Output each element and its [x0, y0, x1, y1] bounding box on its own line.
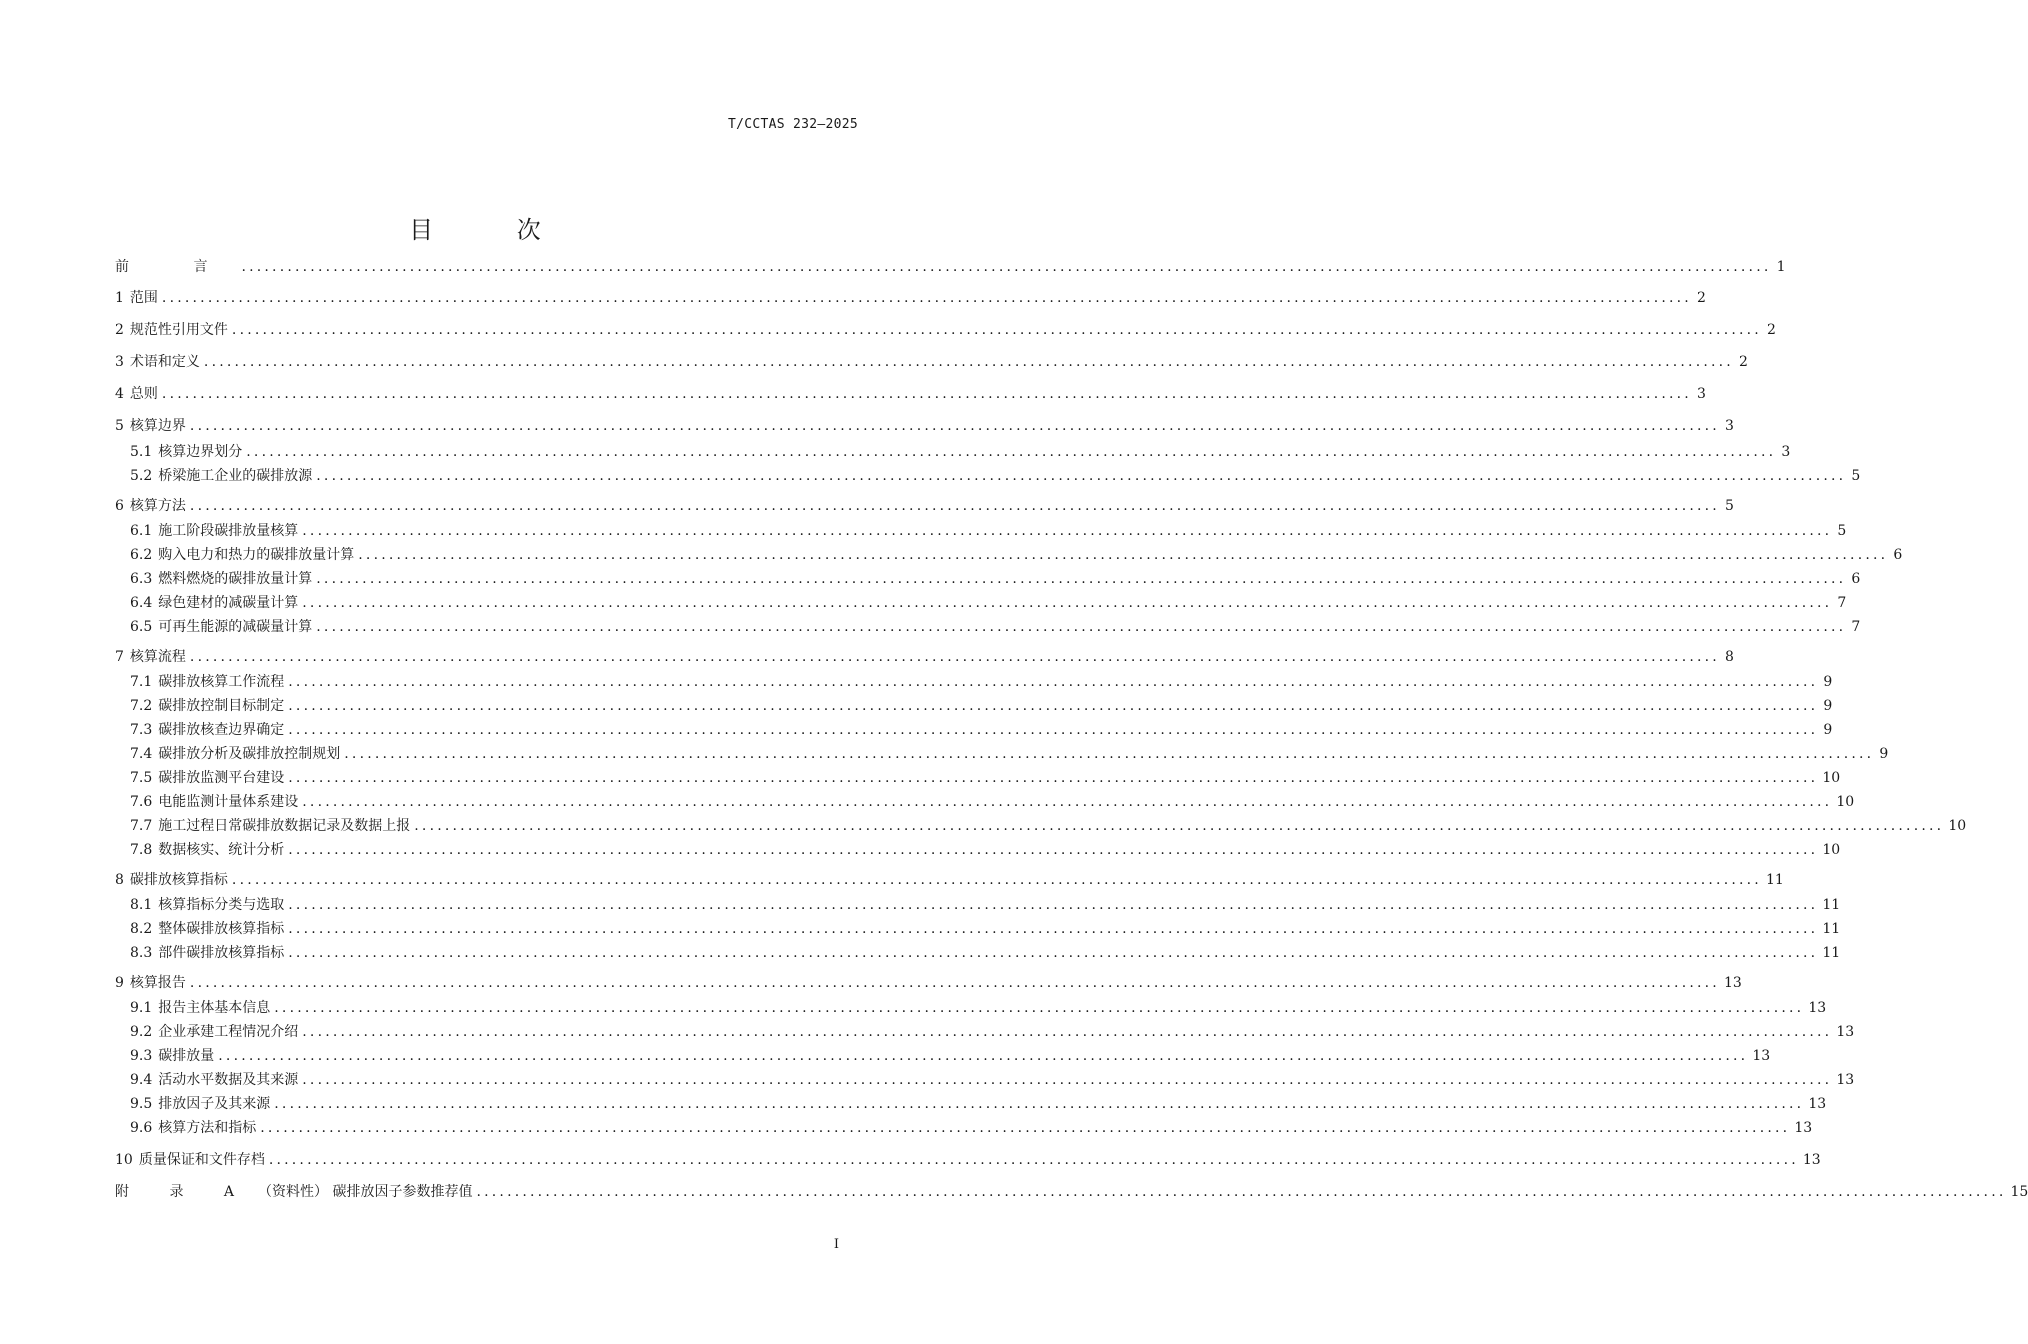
toc-leader-dots: ........................................................................................................................................................................................................: [189, 498, 1720, 514]
toc-leader-dots: ........................................................................................................................................................................................................: [302, 794, 1833, 810]
toc-entry-number: 3: [115, 354, 124, 370]
toc-page-number: 13: [1802, 1152, 1821, 1168]
toc-entry-number: 6.5: [130, 619, 153, 635]
toc-subsection-entry[interactable]: [130, 792, 1855, 812]
toc-entry-title: 核算指标分类与选取: [158, 897, 285, 913]
toc-entry-title: 碳排放分析及碳排放控制规划: [158, 746, 341, 762]
toc-entry-title: 燃料燃烧的碳排放量计算: [158, 571, 313, 587]
toc-entry-number: 7.7: [130, 818, 153, 834]
toc-entry-title: 核算边界: [129, 418, 186, 434]
toc-entry-title: 范围: [129, 290, 158, 306]
toc-leader-dots: ........................................................................................................................................................................................................: [288, 770, 1819, 786]
toc-leader-dots: ........................................................................................................................................................................................................: [316, 571, 1847, 587]
toc-entry-title: 数据核实、统计分析: [158, 842, 285, 858]
toc-title: 目 次: [409, 216, 579, 244]
toc-leader-dots: ........................................................................................................................................................................................................: [302, 595, 1833, 611]
toc-page-number: 10: [1948, 818, 1967, 834]
toc-subsection-entry[interactable]: [130, 1070, 1855, 1090]
toc-section-entry[interactable]: [115, 288, 1706, 308]
toc-leader-dots: ........................................................................................................................................................................................................: [189, 649, 1720, 665]
toc-page-number: 6: [1851, 571, 1861, 587]
toc-entry-title: 核算方法和指标: [158, 1120, 257, 1136]
toc-entry-title: 碳排放核算工作流程: [158, 674, 285, 690]
toc-section-entry[interactable]: [115, 320, 1776, 340]
toc-leader-dots: ........................................................................................................................................................................................................: [302, 1024, 1833, 1040]
toc-entry-number: 4: [115, 386, 124, 402]
toc-subsection-entry[interactable]: [130, 442, 1791, 462]
toc-leader-dots: ........................................................................................................................................................................................................: [414, 818, 1945, 834]
toc-leader-dots: ........................................................................................................................................................................................................: [274, 1096, 1805, 1112]
toc-leader-dots: ........................................................................................................................................................................................................: [316, 468, 1847, 484]
toc-leader-dots: ........................................................................................................................................................................................................: [288, 842, 1819, 858]
toc-leader-dots: ........................................................................................................................................................................................................: [161, 290, 1692, 306]
toc-entry-title: 碳排放量: [158, 1048, 215, 1064]
toc-page-number: 9: [1823, 698, 1833, 714]
toc-subsection-entry[interactable]: [130, 466, 1861, 486]
toc-page-number: 10: [1822, 842, 1841, 858]
toc-page-number: 13: [1836, 1072, 1855, 1088]
toc-entry-number: 7.8: [130, 842, 153, 858]
toc-subsection-entry[interactable]: [130, 895, 1841, 915]
toc-entry-number: 8.3: [130, 945, 153, 961]
toc-page-number: 9: [1823, 674, 1833, 690]
toc-entry-title: 部件碳排放核算指标: [158, 945, 285, 961]
toc-subsection-entry[interactable]: [130, 545, 1903, 565]
toc-section-entry[interactable]: [115, 1182, 2028, 1202]
toc-entry-number: 9.5: [130, 1096, 153, 1112]
toc-section-entry[interactable]: [115, 496, 1734, 516]
toc-leader-dots: ........................................................................................................................................................................................................: [161, 386, 1692, 402]
toc-subsection-entry[interactable]: [130, 593, 1847, 613]
toc-leader-dots: ........................................................................................................................................................................................................: [203, 354, 1734, 370]
toc-entry-number: 8.2: [130, 921, 153, 937]
toc-entry-title: 核算报告: [129, 975, 186, 991]
toc-page-number: 6: [1893, 547, 1903, 563]
toc-page-number: 13: [1723, 975, 1742, 991]
footer-page-number: I: [833, 1237, 839, 1252]
toc-entry-number: 6: [115, 498, 124, 514]
toc-subsection-entry[interactable]: [130, 1046, 1771, 1066]
toc-page-number: 9: [1879, 746, 1889, 762]
toc-leader-dots: ........................................................................................................................................................................................................: [288, 921, 1819, 937]
toc-section-entry[interactable]: [115, 257, 1786, 277]
toc-leader-dots: ........................................................................................................................................................................................................: [241, 259, 1772, 275]
toc-page-number: 10: [1836, 794, 1855, 810]
toc-leader-dots: ........................................................................................................................................................................................................: [302, 523, 1833, 539]
toc-entry-title: 核算方法: [129, 498, 186, 514]
toc-page-number: 11: [1765, 872, 1784, 888]
toc-entry-number: 7: [115, 649, 124, 665]
toc-entry-title: 前 言: [115, 259, 238, 275]
toc-entry-number: 7.6: [130, 794, 153, 810]
toc-leader-dots: ........................................................................................................................................................................................................: [268, 1152, 1799, 1168]
toc-entry-number: 9: [115, 975, 124, 991]
toc-section-entry[interactable]: [115, 647, 1734, 667]
toc-leader-dots: ........................................................................................................................................................................................................: [189, 975, 1720, 991]
toc-entry-title: 桥梁施工企业的碳排放源: [158, 468, 313, 484]
toc-entry-title: 核算边界划分: [158, 444, 243, 460]
toc-entry-title: 绿色建材的减碳量计算: [158, 595, 299, 611]
standard-code: T/CCTAS 232—2025: [727, 117, 858, 132]
toc-entry-title: 总则: [129, 386, 158, 402]
toc-leader-dots: ........................................................................................................................................................................................................: [288, 698, 1819, 714]
toc-subsection-entry[interactable]: [130, 1094, 1827, 1114]
toc-entry-number: 9.1: [130, 1000, 153, 1016]
toc-page-number: 8: [1725, 649, 1734, 665]
toc-page-number: 13: [1752, 1048, 1771, 1064]
toc-section-entry[interactable]: [115, 1150, 1821, 1170]
toc-entry-number: 9.4: [130, 1072, 153, 1088]
toc-entry-title: 质量保证和文件存档: [138, 1152, 265, 1168]
toc-subsection-entry[interactable]: [130, 569, 1861, 589]
toc-entry-title: 报告主体基本信息: [158, 1000, 271, 1016]
toc-leader-dots: ........................................................................................................................................................................................................: [316, 619, 1847, 635]
toc-leader-dots: ........................................................................................................................................................................................................: [476, 1184, 2007, 1200]
toc-page-number: 1: [1776, 259, 1786, 275]
toc-page-number: 11: [1822, 897, 1841, 913]
toc-leader-dots: ........................................................................................................................................................................................................: [288, 945, 1819, 961]
toc-section-entry[interactable]: [115, 870, 1784, 890]
toc-subsection-entry[interactable]: [130, 744, 1889, 764]
toc-entry-number: 6.1: [130, 523, 153, 539]
toc-entry-number: 6.4: [130, 595, 153, 611]
toc-entry-number: 8: [115, 872, 124, 888]
toc-page-number: 5: [1851, 468, 1861, 484]
toc-subsection-entry[interactable]: [130, 943, 1841, 963]
toc-section-entry[interactable]: [115, 973, 1742, 993]
toc-page-number: 5: [1725, 498, 1734, 514]
toc-page-number: 2: [1767, 322, 1776, 338]
toc-entry-number: 8.1: [130, 897, 153, 913]
toc-entry-number: 10: [115, 1152, 133, 1168]
toc-entry-title: 碳排放控制目标制定: [158, 698, 285, 714]
toc-subsection-entry[interactable]: [130, 617, 1861, 637]
toc-entry-title: 碳排放监测平台建设: [158, 770, 285, 786]
toc-subsection-entry[interactable]: [130, 840, 1841, 860]
toc-entry-number: 9.3: [130, 1048, 153, 1064]
toc-page-number: 3: [1781, 444, 1791, 460]
toc-page-number: 3: [1697, 386, 1706, 402]
toc-leader-dots: ........................................................................................................................................................................................................: [288, 897, 1819, 913]
toc-entry-title: 规范性引用文件: [129, 322, 228, 338]
toc-entry-title: 碳排放核查边界确定: [158, 722, 285, 738]
toc-entry-title: 企业承建工程情况介绍: [158, 1024, 299, 1040]
toc-leader-dots: ........................................................................................................................................................................................................: [218, 1048, 1749, 1064]
toc-entry-number: 9.6: [130, 1120, 153, 1136]
toc-leader-dots: ........................................................................................................................................................................................................: [231, 322, 1762, 338]
toc-subsection-entry[interactable]: [130, 1118, 1813, 1138]
toc-entry-number: 2: [115, 322, 124, 338]
toc-subsection-entry[interactable]: [130, 672, 1833, 692]
toc-leader-dots: ........................................................................................................................................................................................................: [344, 746, 1875, 762]
toc-page-number: 13: [1808, 1096, 1827, 1112]
toc-entry-number: 附 录 A: [115, 1184, 253, 1200]
toc-subsection-entry[interactable]: [130, 696, 1833, 716]
toc-entry-title: 术语和定义: [129, 354, 200, 370]
toc-subsection-entry[interactable]: [130, 816, 1967, 836]
toc-leader-dots: ........................................................................................................................................................................................................: [189, 418, 1720, 434]
toc-leader-dots: ........................................................................................................................................................................................................: [246, 444, 1777, 460]
toc-entry-title: （资料性） 碳排放因子参数推荐值: [258, 1184, 473, 1200]
toc-entry-title: 排放因子及其来源: [158, 1096, 271, 1112]
toc-page-number: 13: [1808, 1000, 1827, 1016]
toc-leader-dots: ........................................................................................................................................................................................................: [231, 872, 1762, 888]
toc-leader-dots: ........................................................................................................................................................................................................: [260, 1120, 1791, 1136]
toc-subsection-entry[interactable]: [130, 521, 1847, 541]
toc-page-number: 7: [1851, 619, 1861, 635]
toc-section-entry[interactable]: [115, 384, 1706, 404]
toc-section-entry[interactable]: [115, 416, 1734, 436]
toc-entry-title: 碳排放核算指标: [129, 872, 228, 888]
toc-entry-title: 整体碳排放核算指标: [158, 921, 285, 937]
toc-subsection-entry[interactable]: [130, 919, 1841, 939]
toc-entry-number: 7.4: [130, 746, 153, 762]
toc-entry-number: 7.5: [130, 770, 153, 786]
toc-leader-dots: ........................................................................................................................................................................................................: [358, 547, 1889, 563]
toc-entry-number: 5: [115, 418, 124, 434]
toc-entry-title: 核算流程: [129, 649, 186, 665]
toc-leader-dots: ........................................................................................................................................................................................................: [288, 674, 1819, 690]
toc-page-number: 13: [1794, 1120, 1813, 1136]
toc-page-number: 5: [1837, 523, 1847, 539]
toc-entry-title: 活动水平数据及其来源: [158, 1072, 299, 1088]
toc-page-number: 3: [1725, 418, 1734, 434]
toc-leader-dots: ........................................................................................................................................................................................................: [288, 722, 1819, 738]
toc-page-number: 2: [1739, 354, 1748, 370]
toc-entry-number: 6.2: [130, 547, 153, 563]
toc-page-number: 13: [1836, 1024, 1855, 1040]
toc-entry-title: 施工阶段碳排放量核算: [158, 523, 299, 539]
toc-entry-number: 1: [115, 290, 124, 306]
toc-page-number: 7: [1837, 595, 1847, 611]
toc-subsection-entry[interactable]: [130, 768, 1841, 788]
toc-section-entry[interactable]: [115, 352, 1748, 372]
toc-page-number: 11: [1822, 921, 1841, 937]
toc-entry-title: 施工过程日常碳排放数据记录及数据上报: [158, 818, 411, 834]
toc-entry-title: 可再生能源的减碳量计算: [158, 619, 313, 635]
toc-page-number: 10: [1822, 770, 1841, 786]
toc-entry-number: 6.3: [130, 571, 153, 587]
toc-leader-dots: ........................................................................................................................................................................................................: [274, 1000, 1805, 1016]
toc-page-number: 9: [1823, 722, 1833, 738]
toc-entry-number: 5.2: [130, 468, 153, 484]
toc-page-number: 15: [2010, 1184, 2028, 1200]
toc-entry-number: 7.1: [130, 674, 153, 690]
toc-page-number: 11: [1822, 945, 1841, 961]
toc-entry-number: 7.3: [130, 722, 153, 738]
toc-entry-number: 5.1: [130, 444, 153, 460]
toc-entry-number: 7.2: [130, 698, 153, 714]
toc-subsection-entry[interactable]: [130, 720, 1833, 740]
toc-entry-title: 电能监测计量体系建设: [158, 794, 299, 810]
toc-subsection-entry[interactable]: [130, 1022, 1855, 1042]
toc-entry-number: 9.2: [130, 1024, 153, 1040]
toc-entry-title: 购入电力和热力的碳排放量计算: [158, 547, 355, 563]
toc-leader-dots: ........................................................................................................................................................................................................: [302, 1072, 1833, 1088]
toc-subsection-entry[interactable]: [130, 998, 1827, 1018]
toc-page-number: 2: [1697, 290, 1706, 306]
